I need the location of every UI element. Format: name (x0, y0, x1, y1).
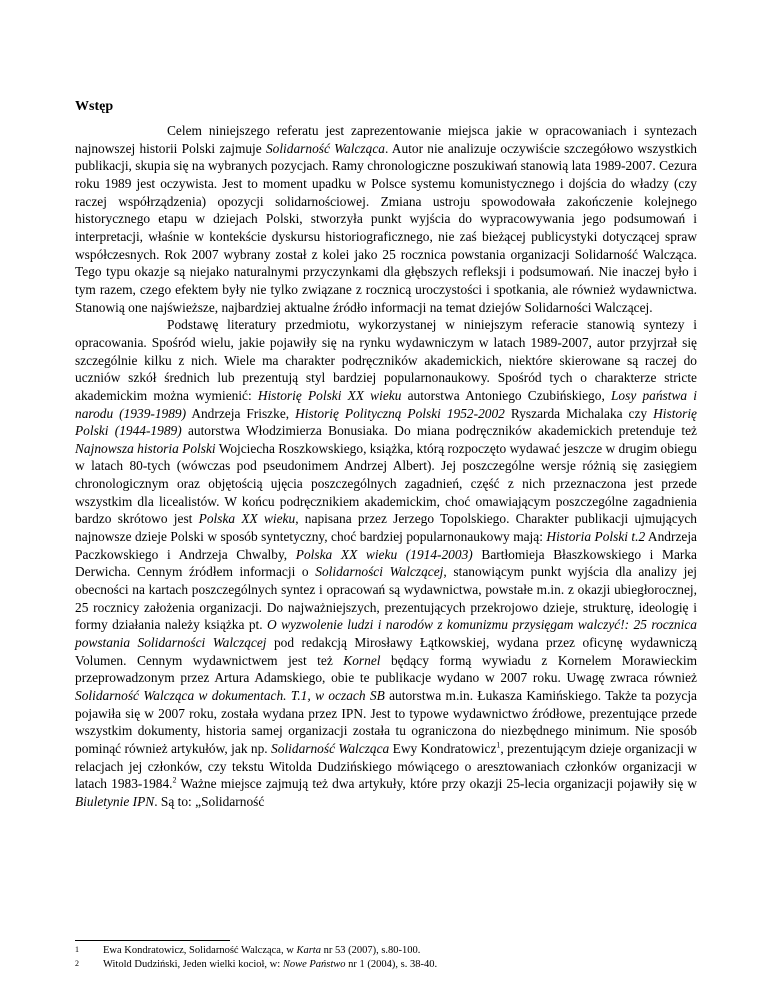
text-run: autorstwa Antoniego Czubińskiego, (401, 387, 611, 403)
text-run: Ważne miejsce zajmują też dwa artykuły, które przy okazji 25-lecia organizacji pojawiły się w (176, 776, 698, 792)
italic-title: Najnowsza historia Polski (75, 440, 216, 456)
text-run: nr 1 (2004), s. 38-40. (345, 958, 438, 970)
italic-title: Historię Polityczną Polski 1952-2002 (295, 405, 505, 421)
italic-title: Polska XX wieku (198, 511, 296, 527)
text-run: Bartłomieja Błaszkowskiego i Marka Derwicha. Cennym źródłem informacji o (75, 546, 697, 580)
text-run: nr 53 (2007), s.80-100. (320, 945, 421, 956)
text-run: Andrzeja Paczkowskiego i Andrzeja Chwalby, (75, 529, 697, 562)
footnote-ref: 1 (496, 740, 501, 750)
italic-title: Karta (296, 945, 321, 956)
text-run: Witold Dudziński, Jeden wielki kocioł, w: (103, 958, 283, 970)
text-run: Ryszarda Michalaka czy (504, 405, 654, 421)
italic-title: Losy państwa i narodu (1939-1989) (75, 387, 698, 421)
footnote-2 (75, 958, 697, 972)
italic-title: Solidarność Walcząca (271, 740, 390, 756)
body-text (75, 122, 697, 811)
text-run: autorstwa Włodzimierza Bonusiaka. Do miana podręczników akademickich pretenduje też (181, 423, 697, 439)
italic-title: Historia Polski t.2 (546, 529, 646, 545)
text-run: Andrzeja Friszke, (186, 405, 296, 421)
italic-title: Biuletynie IPN (75, 793, 155, 809)
italic-title: Solidarność Walcząca w dokumentach. T.1, w oczach SB (75, 688, 385, 703)
text-run: Ewy Kondratowicz (389, 740, 497, 756)
text-run: , prezentującym dzieje organizacji w relacjach jej członków, czy tekstu Witolda Dudzińskiego mówiącego o aresztowaniach członków organizacji w latach 1983-1984. (75, 740, 697, 792)
text-run: . Autor nie analizuje oczywiście szczegółowo wszystkich publikacji, skupia się na wybranych pozycjach. Ramy chronologiczne poszukiwań stanowią lata 1989-2007. Cezura roku 1989 jest oczywista. Jest to moment upadku w Polsce systemu komunistycznego i dojścia do władzy (czy raczej współrządzenia) opozycji solidarnościowej. Zmiana ustroju spowodowała zakończenie kolejnego historycznego etapu w dziejach Polski, stworzyła punkt wyjścia do wypracowywania jego podsumowań i interpretacji, właśnie w kontekście dyskursu historiograficznego, nie zaś bieżącej publicystyki dotyczącej spraw współczesnych. Rok 2007 wybrany został z kolei jako 25 rocznica powstania organizacji Solidarność Walcząca. Tego typu okazje są niejako naturalnymi przyczynkami dla głębszych refleksji i podsumowań. Nie inaczej było i tym razem, czego efektem były nie tylko związane z rocznicą uroczystości i spotkania, ale również wydawnictwa. Stanowią one najświeższe, najbardziej aktualne źródło informacji na temat dziejów Solidarności Walczącej. (75, 140, 697, 315)
text-run: Celem niniejszego referatu jest zaprezentowanie miejsca jakie w opracowaniach i syntezach najnowszej historii Polski zajmuje (75, 123, 697, 156)
footnote-text (103, 944, 420, 958)
paragraph-1 (75, 122, 697, 316)
text-run: pod redakcją Mirosławy Łątkowskiej, wydana przez oficynę wydawniczą Volumen. Cennym wydawnictwem jest też (75, 635, 697, 668)
footnote-text (103, 958, 437, 972)
text-run: Wojciecha Roszkowskiego, książka, którą rozpoczęto wydawać jeszcze w drugim obiegu w latach 80-tych (wówczas pod pseudonimem Andrzej Albert). Jej poszczególne wersje różnią się zasięgiem chronologicznym oraz objętością ujęcia poszczególnych zagadnień, część z nich przeznaczona jest przede wszystkim dla licealistów. W końcu podręcznikiem akademickim, choć omawiającym poszczególne zagadnienia bardzo skrótowo jest (75, 440, 698, 527)
text-run: Podstawę literatury przedmiotu, wykorzystanej w niniejszym referacie stanowią syntezy i opracowania. Spośród wielu, jakie pojawiły się na rynku wydawniczym w latach 1989-2007, autor przyjrzał się szczególnie kilku z nich. Wiele ma charakter podręczników akademickich, niektóre skierowane są raczej do uczniów szkół średnich lub prezentują styl bardziej popularnonaukowy. Spośród tych o charakterze stricte akademickim można wymienić: (75, 317, 697, 403)
text-run: Ewa Kondratowicz, Solidarność Walcząca, w (103, 945, 297, 956)
italic-title: Solidarność Walcząca (265, 140, 385, 156)
text-run: będący formą wywiadu z Kornelem Morawieckim przeprowadzonym przez Artura Adamskiego, obie te publikacje wydano w 2007 roku. Uwagę zwraca również (75, 652, 698, 686)
footnote-1 (75, 944, 697, 958)
text-run: . Są to: „Solidarność (154, 793, 265, 809)
footnote-ref: 2 (172, 775, 177, 785)
italic-title: O wyzwolenie ludzi i narodów z komunizmu przysięgam walczyć!: 25 rocznica powstania Solidarności Walczącej (75, 617, 697, 651)
italic-title: Historię Polski (1944-1989) (75, 405, 697, 439)
text-run: autorstwa m.in. Łukasza Kamińskiego. Także ta pozycja pojawiła się w 2007 roku, została wydana przez IPN. Jest to typowe wydawnictwo źródłowe, prezentujące przede wszystkim dokumenty, historia samej organizacji została tu ograniczona do niezbędnego minimum. Nie sposób pominąć również artykułów, jak np. (75, 688, 697, 756)
footnotes (75, 944, 697, 971)
italic-title: Polska XX wieku (1914-2003) (295, 546, 473, 562)
text-run: , napisana przez Jerzego Topolskiego. Charakter publikacji ujmujących najnowsze dzieje Polski w sposób syntetyczny, choć bardziej popularnonaukowy mają: (75, 511, 697, 545)
footnote-number: 2 (75, 958, 79, 968)
italic-title: Nowe Państwo (282, 958, 346, 970)
footnote-number: 1 (75, 945, 79, 954)
italic-title: Kornel (343, 652, 381, 668)
text-run: , stanowiącym punkt wyjścia dla analizy jej obecności na kartach poszczególnych syntez i opracowań są wydawnictwa, powstałe m.in. z okazji ubiegłorocznej, 25 rocznicy założenia organizacji. Do najważniejszych, prezentujących przekrojowo dzieje, strukturę, ideologię i formy działania należy książka pt. (75, 564, 697, 633)
italic-title: Historię Polski XX wieku (257, 387, 402, 403)
italic-title: Solidarności Walczącej (315, 564, 444, 580)
footnote-separator (75, 940, 230, 941)
paragraph-2 (75, 316, 697, 810)
section-heading: Wstęp (75, 99, 114, 114)
